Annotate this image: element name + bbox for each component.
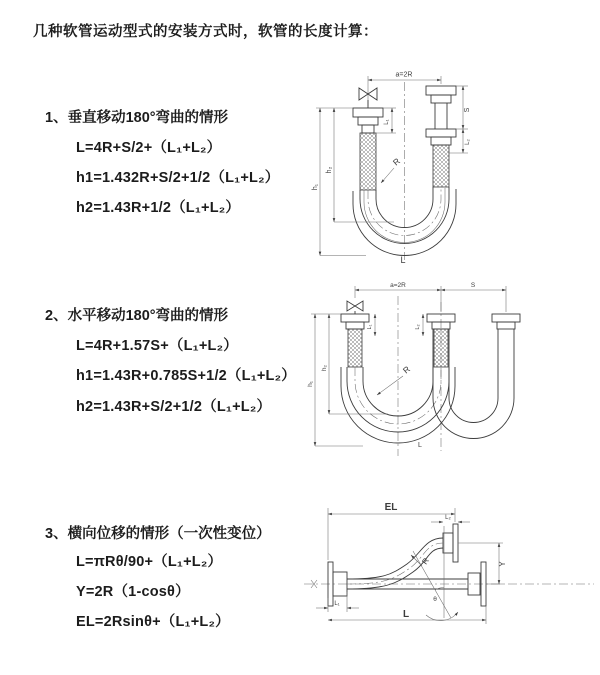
- dim-label-theta: θ: [433, 596, 437, 603]
- braided-hose-right: [433, 145, 449, 187]
- dim-label-l1: L₁: [334, 601, 340, 607]
- section-1-formula-h2: h2=1.43R+1/2（L₁+L₂）: [76, 200, 241, 216]
- dim-label-length: L: [402, 609, 410, 620]
- dim-label-length: L: [400, 255, 406, 265]
- dim-label-s: S: [470, 282, 476, 289]
- section-3-formula-Y: Y=2R（1-cosθ）: [76, 584, 190, 600]
- diagram-lateral-displacement: [298, 496, 600, 656]
- dim-label-h1: h₁: [312, 183, 319, 191]
- section-2-formula-h2: h2=1.43R+S/2+1/2（L₁+L₂）: [76, 399, 272, 415]
- section-1-heading: 1、垂直移动180°弯曲的情形: [45, 110, 229, 126]
- valve-icon: [347, 301, 363, 314]
- dim-label-s: S: [464, 107, 471, 113]
- dim-label-l1: L₁: [384, 119, 390, 125]
- dim-label-h1: h₁: [307, 381, 314, 387]
- theta-angle-arrow: [426, 612, 458, 621]
- right-pipe-fitting: [492, 314, 520, 329]
- left-pipe-fitting: [341, 314, 369, 329]
- page-title: 几种软管运动型式的安装方式时，软管的长度计算：: [33, 24, 378, 40]
- braided-hose-left: [348, 329, 362, 367]
- section-3-heading: 3、横向位移的情形（一次性变位）: [45, 526, 271, 542]
- section-2-formula-h1: h1=1.43R+0.785S+1/2（L₁+L₂）: [76, 368, 296, 384]
- dim-label-radius: R: [390, 155, 402, 168]
- braided-hose-left: [360, 133, 376, 190]
- upper-flange: [443, 524, 458, 562]
- section-1-formula-h1: h1=1.432R+S/2+1/2（L₁+L₂）: [76, 170, 280, 186]
- dim-label-radius: R: [420, 556, 431, 567]
- dim-label-a2r: a=2R: [390, 282, 406, 289]
- dim-label-l2: L₂: [445, 515, 451, 521]
- right-pipe-fitting: [426, 86, 456, 145]
- dim-label-radius: R: [400, 363, 412, 376]
- radius-construction-line: [413, 551, 451, 618]
- section-1-formula-L: L=4R+S/2+（L₁+L₂）: [76, 140, 222, 156]
- dim-label-a2r: a=2R: [395, 71, 413, 79]
- section-3-formula-EL: EL=2Rsinθ+（L₁+L₂）: [76, 614, 230, 630]
- dim-label-length: L: [418, 442, 422, 449]
- section-2-formula-L: L=4R+1.57S+（L₁+L₂）: [76, 338, 238, 354]
- braided-hose-middle: [434, 329, 448, 367]
- dim-label-l2: L₂: [465, 139, 471, 145]
- dim-label-y: Y: [498, 561, 507, 567]
- dim-label-el: EL: [384, 502, 398, 513]
- dim-label-h2: h₂: [326, 166, 333, 174]
- diagram-vertical-180-bend: [306, 62, 596, 267]
- section-3-formula-L: L=πRθ/90+（L₁+L₂）: [76, 554, 223, 570]
- section-2-heading: 2、水平移动180°弯曲的情形: [45, 308, 229, 324]
- dim-label-h2: h₂: [321, 364, 328, 372]
- dim-label-l2: L₂: [415, 324, 421, 330]
- dim-label-l1: L₁: [367, 324, 373, 330]
- left-pipe-fitting: [353, 108, 383, 133]
- diagram-horizontal-180-bend: [303, 276, 598, 466]
